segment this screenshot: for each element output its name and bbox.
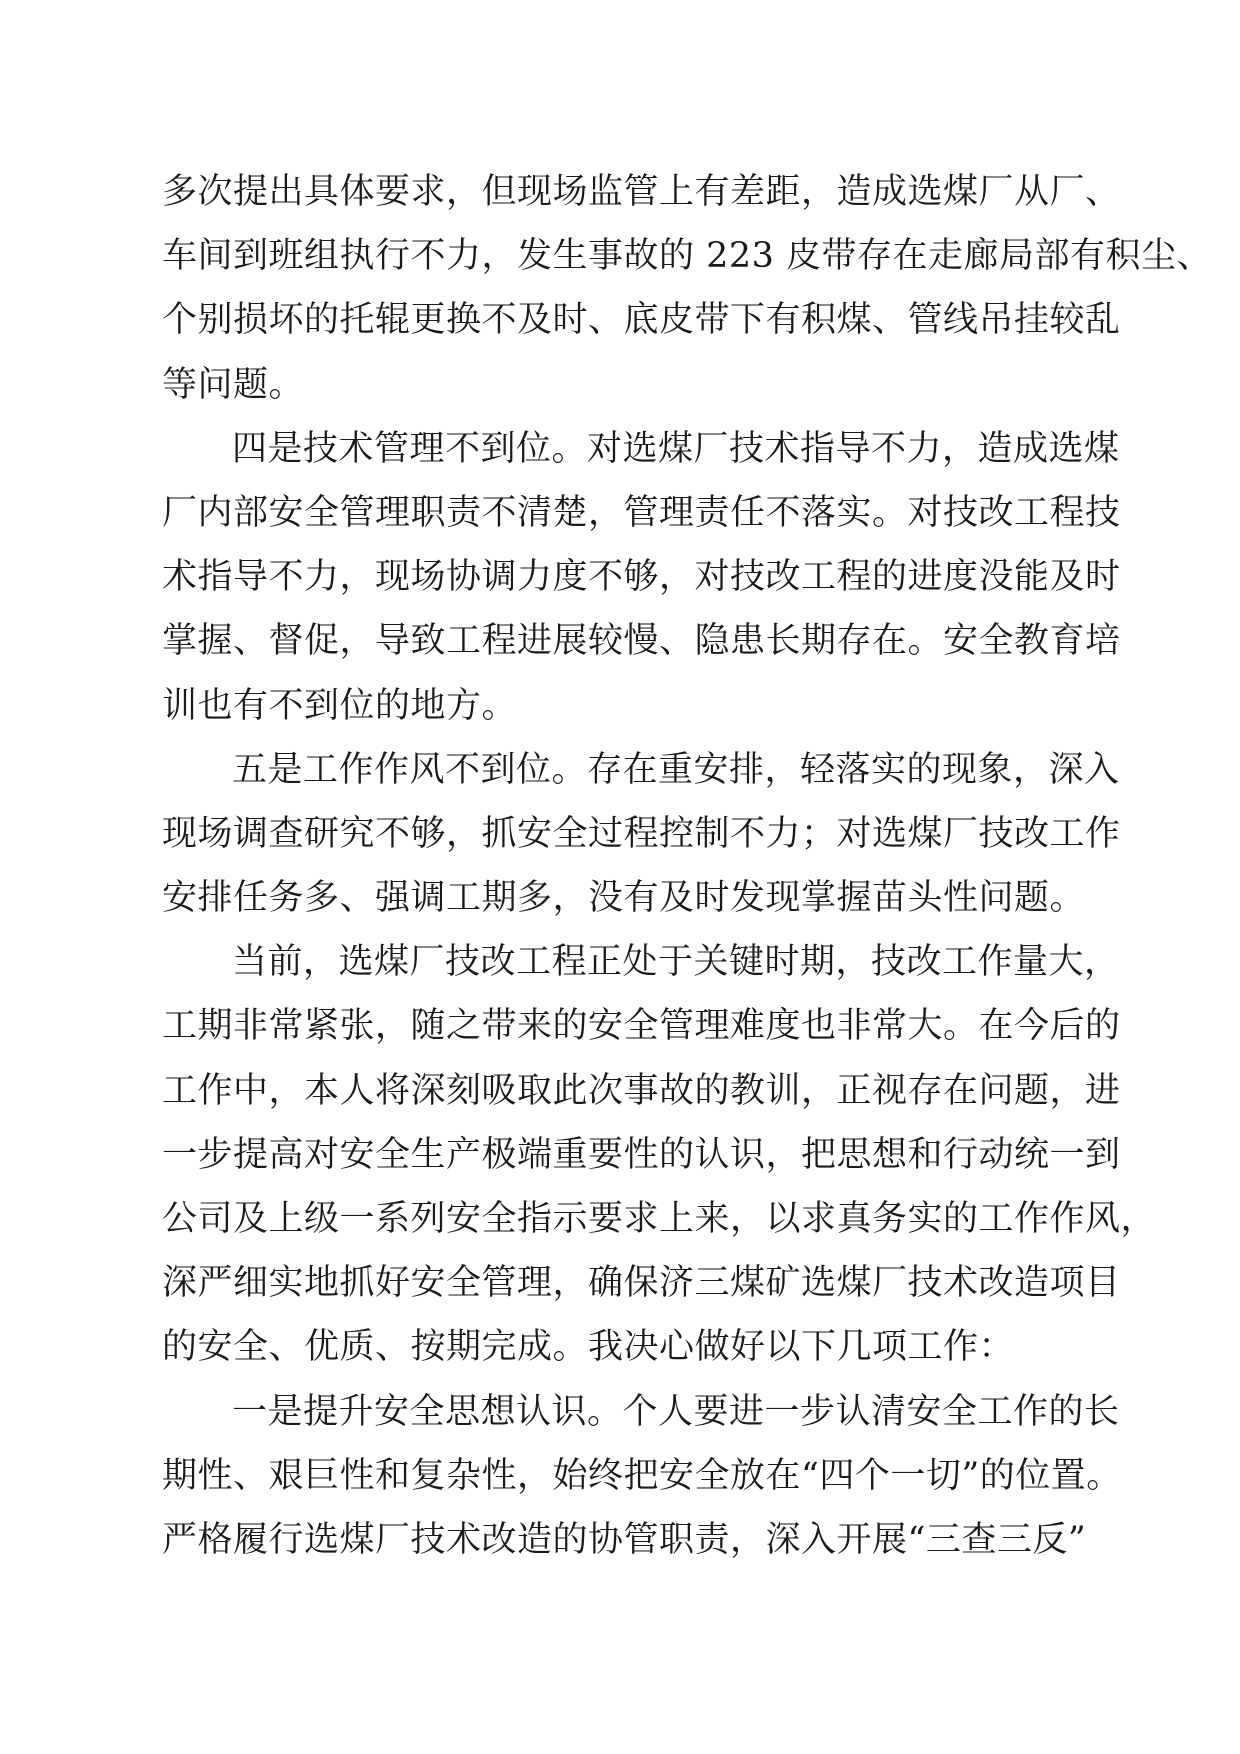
text-line: 厂内部安全管理职责不清楚，管理责任不落实。对技改工程技 [162, 492, 1121, 533]
text-line: 一步提高对安全生产极端重要性的认识，把思想和行动统一到 [162, 1134, 1121, 1175]
text-line: 的安全、优质、按期完成。我决心做好以下几项工作： [162, 1327, 1015, 1368]
text-line: 多次提出具体要求，但现场监管上有差距，造成选煤厂从厂、 [162, 172, 1121, 212]
text-line: 严格履行选煤厂技术改造的协管职责，深入开展“三查三反” [162, 1519, 1087, 1560]
text-line: 等问题。 [162, 364, 305, 405]
text-line: 公司及上级一系列安全指示要求上来，以求真务实的工作作风， [162, 1199, 1157, 1239]
text-line: 个别损坏的托辊更换不及时、底皮带下有积煤、管线吊挂较乱 [162, 300, 1121, 341]
body-text [162, 160, 1213, 1572]
text-line: 期性、艰巨性和复杂性，始终把安全放在“四个一切”的位置。 [162, 1455, 1122, 1496]
text-line: 掌握、督促，导致工程进展较慢、隐患长期存在。安全教育培 [162, 621, 1121, 662]
text-line: 工期非常紧张，随之带来的安全管理难度也非常大。在今后的 [162, 1006, 1121, 1047]
text-line: 现场调查研究不够，抓安全过程控制不力；对选煤厂技改工作 [162, 813, 1121, 854]
text-line: 工作中，本人将深刻吸取此次事故的教训，正视存在问题，进 [162, 1070, 1121, 1111]
paragraph-first-line: 一是提升安全思想认识。个人要进一步认清安全工作的长 [232, 1391, 1120, 1432]
text-line: 车间到班组执行不力，发生事故的 223 皮带存在走廊局部有积尘、 [162, 236, 1213, 277]
text-line: 术指导不力，现场协调力度不够，对技改工程的进度没能及时 [162, 557, 1121, 598]
paragraph-first-line: 当前，选煤厂技改工程正处于关键时期，技改工作量大， [232, 942, 1120, 983]
paragraph-first-line: 五是工作作风不到位。存在重安排，轻落实的现象，深入 [232, 749, 1120, 790]
text-line: 安排任务多、强调工期多，没有及时发现掌握苗头性问题。 [162, 878, 1086, 919]
paragraph-first-line: 四是技术管理不到位。对选煤厂技术指导不力，造成选煤 [232, 428, 1120, 469]
text-line: 深严细实地抓好安全管理，确保济三煤矿选煤厂技术改造项目 [162, 1263, 1121, 1304]
text-line: 训也有不到位的地方。 [162, 685, 518, 726]
